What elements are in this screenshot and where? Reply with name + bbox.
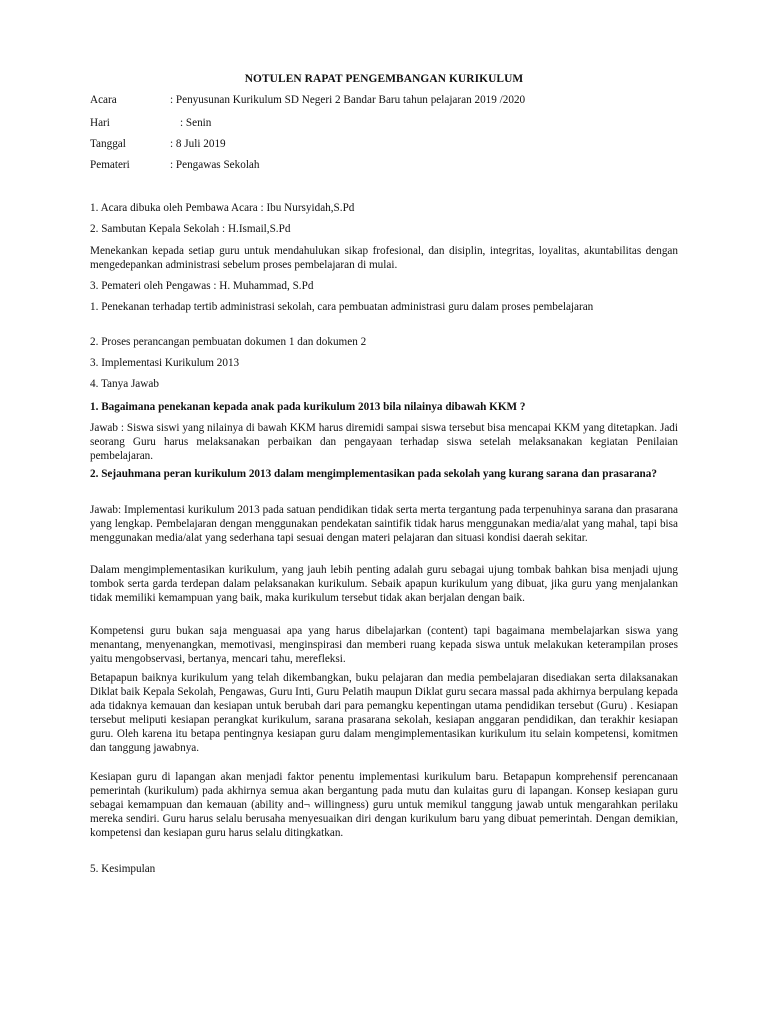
meta-row-hari: [90, 116, 690, 130]
question-2: 2. Sejauhmana peran kurikulum 2013 dalam mengimplementasikan pada sekolah yang kurang sarana dan prasarana?: [90, 468, 657, 480]
question-1: 1. Bagaimana penekanan kepada anak pada kurikulum 2013 bila nilainya dibawah KKM ?: [90, 401, 526, 413]
answer-2-paragraph-5: Kesiapan guru di lapangan akan menjadi faktor penentu implementasi kurikulum baru. Betapapun komprehensif perencanaan pemerintah (kurikulum) pada akhirnya semua akan bergantung pada mutu dan kulaitas guru di lapangan. Konsep kesiapan guru sebagai kemampuan dan kemauan (ability and¬ willingness) guru untuk memikul tanggung jawab untuk mengarahkan perilaku mereka sendiri. Guru harus selalu berusaha menyesuaikan diri dengan kurikulum baru yang dibuat pemerintah. Dengan demikian, kompetensi dan kesiapan guru harus selalu ditingkatkan.: [90, 771, 678, 839]
item-1: 1. Acara dibuka oleh Pembawa Acara : Ibu Nursyidah,S.Pd: [90, 202, 355, 214]
answer-2-paragraph-1: Jawab: Implementasi kurikulum 2013 pada satuan pendidikan tidak serta merta tergantung pada terpenuhinya sarana dan prasarana yang lengkap. Pembelajaran dengan menggunakan pendekatan saintifik tidak harus menggunakan media/alat yang mahal, tapi bisa menggunakan media/alat yang sederhana tapi sesuai dengan materi pelajaran dan situasi kondisi daerah sekitar.: [90, 504, 678, 544]
document-title: NOTULEN RAPAT PENGEMBANGAN KURIKULUM: [244, 73, 524, 85]
answer-1: Jawab : Siswa siswi yang nilainya di bawah KKM harus diremidi sampai siswa tersebut bisa mencapai KKM yang ditetapkan. Jadi seorang Guru harus melaksanakan perbaikan dan pengayaan terhadap siswa setelah melaksanakan kegiatan Penilaian pembelajaran.: [90, 422, 678, 462]
meta-label: Hari: [90, 117, 110, 129]
sub-item-1: 1. Penekanan terhadap tertib administrasi sekolah, cara pembuatan administrasi guru dalam proses pembelajaran: [90, 301, 594, 313]
meta-label: Acara: [90, 94, 117, 106]
meta-value: : Pengawas Sekolah: [170, 159, 260, 171]
item-2: 2. Sambutan Kepala Sekolah : H.Ismail,S.Pd: [90, 223, 291, 235]
meta-value: : Senin: [180, 117, 212, 129]
answer-2-paragraph-3: Kompetensi guru bukan saja menguasai apa yang harus dibelajarkan (content) tapi bagaimana membelajarkan siswa yang menantang, menyenangkan, memotivasi, menginspirasi dan memberi ruang kepada siswa untuk melakukan keterampilan proses yaitu mengobservasi, bertanya, mencari tahu, merefleksi.: [90, 625, 678, 665]
item-3: 3. Pemateri oleh Pengawas : H. Muhammad, S.Pd: [90, 280, 314, 292]
meta-row-tanggal: [90, 137, 690, 151]
meta-row-pemateri: [90, 158, 690, 172]
answer-2-paragraph-2: Dalam mengimplementasikan kurikulum, yang jauh lebih penting adalah guru sebagai ujung tombak bahkan bisa menjadi ujung tombok serta garda terdepan dalam pelaksanakan kurikulum. Sebaik apapun kurikulum yang dibuat, jika guru yang menjalankan tidak memiliki kemampuan yang baik, maka kurikulum tersebut tidak akan berjalan dengan baik.: [90, 564, 678, 604]
meta-value: : Penyusunan Kurikulum SD Negeri 2 Bandar Baru tahun pelajaran 2019 /2020: [170, 94, 526, 106]
item-5: 5. Kesimpulan: [90, 863, 156, 875]
answer-2-paragraph-4: Betapapun baiknya kurikulum yang telah dikembangkan, buku pelajaran dan media pembelajaran disediakan serta dilaksanakan Diklat baik Kepala Sekolah, Pengawas, Guru Inti, Guru Pelatih maupun Diklat guru secara massal pada akhirnya berpulang kepada ada tidaknya kemauan dan kesiapan untuk berubah dari para pemangku kepentingan utama pendidikan tersebut (Guru) . Kesiapan tersebut meliputi kesiapan perangkat kurikulum, sarana prasarana sekolah, kesiapan anggaran pendidikan, dan terakhir kesiapan guru. Oleh karena itu betapa pentingnya kesiapan guru dalam mengimplementasikan kurikulum itu selain kompetensi, komitmen dan tanggung jawabnya.: [90, 672, 678, 754]
meta-row-acara: [90, 93, 690, 107]
sub-item-3: 3. Implementasi Kurikulum 2013: [90, 357, 240, 369]
sub-item-2: 2. Proses perancangan pembuatan dokumen 1 dan dokumen 2: [90, 336, 367, 348]
meta-label: Pemateri: [90, 159, 130, 171]
sub-item-4: 4. Tanya Jawab: [90, 378, 159, 390]
item-2-text: Menekankan kepada setiap guru untuk mendahulukan sikap frofesional, dan disiplin, integritas, loyalitas, akuntabilitas dengan mengedepankan administrasi sebelum proses pembelajaran di mulai.: [90, 245, 678, 271]
meta-value: : 8 Juli 2019: [170, 138, 226, 150]
meta-label: Tanggal: [90, 138, 126, 150]
